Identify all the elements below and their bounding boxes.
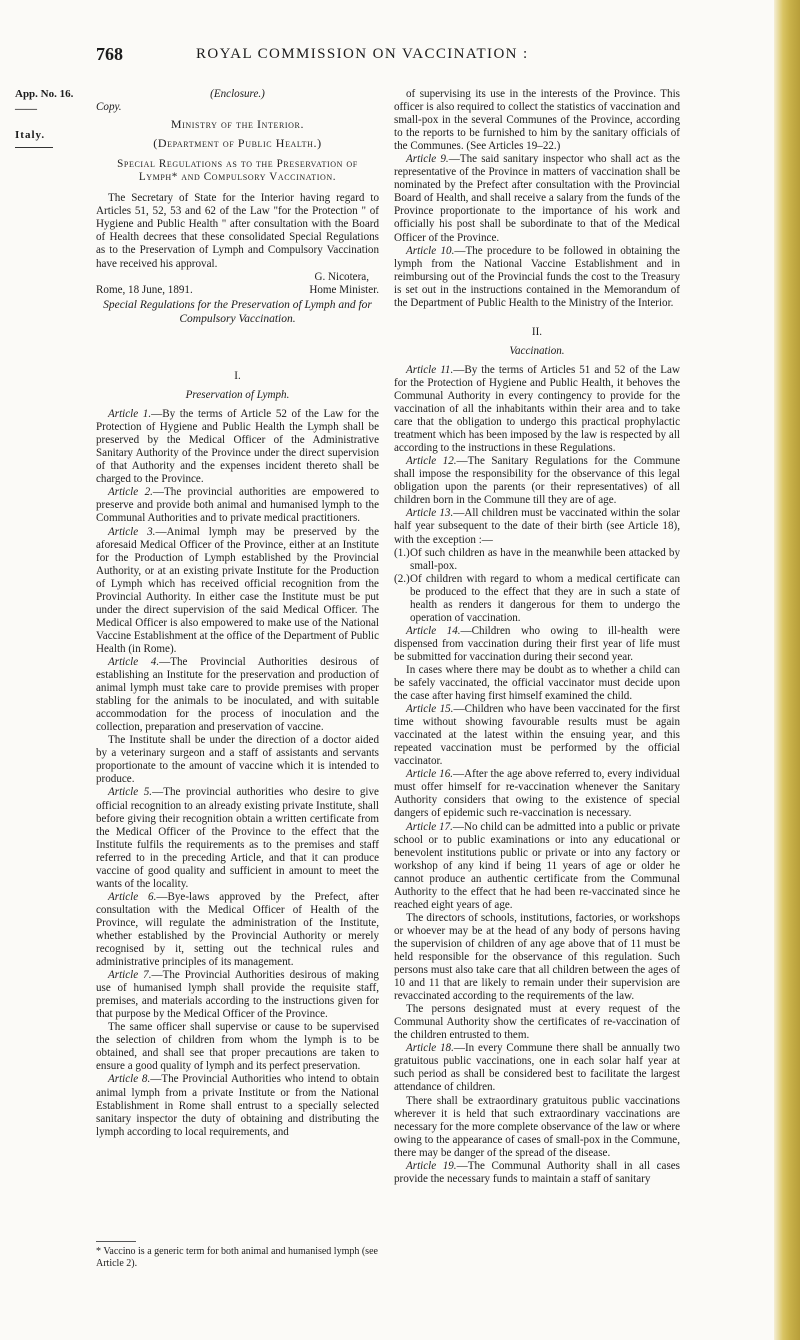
left-paragraphs: [96, 408, 379, 1139]
paragraph: [394, 1095, 680, 1160]
article-lead: Article 7.: [108, 969, 152, 982]
paragraph: [394, 455, 680, 507]
paragraph-text: —After the age above referred to, every individual must offer himself for re-vaccination whenever the Sanitary Authority considers that owing to the existence of special dangers of epidemic such re-vaccination is necessary.: [394, 768, 680, 820]
list-text: Of such children as have in the meanwhile been attacked by small-pox.: [410, 546, 680, 572]
margin-dash: ——: [15, 103, 37, 115]
paragraph: [394, 768, 680, 820]
list-text: Of children with regard to whom a medical certificate can be produced to the effect that they are in such a state of health as renders it dangerous for them to undergo the operation of vaccination.: [410, 572, 680, 624]
running-title: ROYAL COMMISSION ON VACCINATION :: [196, 46, 529, 62]
left-column: [96, 88, 379, 297]
paragraph: [394, 88, 680, 153]
left-body: [96, 370, 379, 1139]
enclosure-label: (Enclosure.): [210, 88, 265, 100]
paragraph: [394, 821, 680, 912]
paragraph: [394, 507, 680, 546]
italic-title: Special Regulations for the Preservation of Lymph and for Compulsory Vaccination.: [103, 299, 372, 325]
right-paragraphs-2: [394, 625, 680, 1186]
list-number: (2.): [394, 572, 410, 585]
paragraph: [394, 703, 680, 768]
list-item: [394, 573, 680, 625]
page-number: 768: [96, 44, 123, 64]
section-1-title: Preservation of Lymph.: [185, 389, 290, 402]
article-lead: Article 10.: [406, 244, 455, 257]
paragraph: [394, 625, 680, 664]
paragraph-text: —The Provincial Authorities desirous of establishing an Institute for the preservation and production of animal lymph must take care to provide premises with proper stabling for the animals to be inoculated, and with suitable accommodation for the process of inoculation and the collection, preparation and preservation of vaccine.: [96, 655, 379, 734]
list-number: (1.): [394, 546, 410, 559]
paragraph-text: —In every Commune there shall be annually two gratuitous public vaccinations, one in each solar half year at such period as shall be considered best to facilitate the largest attendance of children.: [394, 1042, 680, 1094]
paragraph-text: There shall be extraordinary gratuitous public vaccinations wherever it is held that such extraordinary vaccinations are necessary for the more complete observance of the law or where owing to the appearance of cases of small-pox in the Commune, there may be danger of the spread of the disease.: [394, 1094, 680, 1159]
paragraph-text: —The Provincial Authorities who intend to obtain animal lymph from a private Institute or from the National Establishment in Rome shall entrust to a specially selected sanitary inspector the duty of obtaining and distributing the lymph according to local requirements, and: [96, 1073, 379, 1138]
right-column: [394, 88, 680, 1186]
paragraph-text: The Institute shall be under the direction of a doctor aided by a veterinary surgeon and a staff of assistants and servants proportionate to the amount of vaccine which it is intended to produce.: [96, 734, 379, 786]
binding-edge: [774, 0, 800, 1340]
appendix-label: App. No. 16.: [15, 88, 74, 100]
paragraph: [394, 912, 680, 1003]
paragraph-text: —Bye-laws approved by the Prefect, after consultation with the Medical Officer of Health of the Province, will regulate the administration of the Institute, whether established by the Provincial Authority or merely recognised by it, setting out the technical rules and administrative principles of its management.: [96, 890, 379, 969]
paragraph-text: —Children who owing to ill-health were dispensed from vaccination during their first year of life must be submitted for vaccination during their second year.: [394, 624, 680, 663]
intro-paragraph: The Secretary of State for the Interior having regard to Articles 51, 52, 53 and 62 of the Law "for the Protection " of Hygiene and Public Health " after consultation with the Board of Health decrees that these consolidated Special Regulations as to the Preservation of Lymph and Compulsory Vaccination have received his approval.: [96, 192, 379, 270]
paragraph: [394, 664, 680, 703]
paragraph-text: —No child can be admitted into a public or private school or to public examinations or into any educational or benevolent institutions public or private or into any factory or workshop of any kind if being 11 years of age or older he cannot produce an authentic certificate from the Communal Authority to the effect that he had been re-vaccinated since he reached eight years of age.: [394, 820, 680, 911]
paragraph: [96, 486, 379, 525]
paragraph-text: The same officer shall supervise or cause to be supervised the selection of children from whom the lymph is to be obtained, and shall see that proper precautions are taken to ensure a good quality of lymph and its perfect preservation.: [96, 1021, 379, 1073]
signature-role: Home Minister.: [309, 283, 379, 296]
paragraph: [394, 1003, 680, 1042]
section-2-number: II.: [531, 325, 543, 338]
article-lead: Article 6.: [108, 890, 157, 903]
article-lead: Article 14.: [406, 624, 461, 637]
article-lead: Article 17.: [406, 820, 453, 833]
paragraph: [394, 153, 680, 244]
paragraph: [96, 656, 379, 734]
paragraph-text: —All children must be vaccinated within the solar half year subsequent to the date of their birth (see Article 18), with the exception :—: [394, 507, 680, 546]
special-regulations-title: Special Regulations as to the Preservation of Lymph* and Compulsory Vaccination.: [117, 158, 358, 184]
paragraph-text: The directors of schools, institutions, factories, or workshops or whoever may be at the head of any body of persons having the supervision of children of any age above that of 11 must be held responsible for the observance of this regulation. Such persons must also take care that all children between the ages of 10 and 11 that are likely to remain under their supervision are revaccinated according to the requirements of the law.: [394, 911, 680, 1003]
section-2-title: Vaccination.: [509, 344, 565, 357]
paragraph: [96, 891, 379, 969]
article-lead: Article 11.: [406, 363, 454, 376]
paragraph-text: —By the terms of Article 52 of the Law for the Protection of Hygiene and Public Health the Lymph shall be preserved by the Medical Officer of the Administrative Sanitary Authority of the Province under the direct supervision of that Authority and the expenses incident thereto shall be charged to the Province.: [96, 408, 379, 486]
paragraph: [96, 1021, 379, 1073]
article-lead: Article 9.: [406, 153, 449, 166]
article-lead: Article 8.: [108, 1073, 151, 1086]
country-label: Italy.: [15, 129, 46, 141]
right-top-paragraphs: [394, 88, 680, 310]
paragraph-text: —The Sanitary Regulations for the Commune shall impose the responsibility for the observance of this legal obligation upon the parents (or their representatives) of all children born in the Commune till they are of age.: [394, 455, 680, 507]
section-1-number: I.: [234, 370, 241, 382]
paragraph-text: of supervising its use in the interests of the Province. This officer is also required to collect the statistics of vaccination and small-pox in the several Communes of the Province, according to the reports to be furnished to him by the sanitary officials of the Communes. (See Articles 19–22.): [394, 88, 680, 153]
article-lead: Article 4.: [108, 655, 160, 668]
paragraph: [96, 969, 379, 1021]
paragraph-text: —The said sanitary inspector who shall act as the representative of the Province in matters of vaccination shall be nominated by the Prefect after consultation with the Provincial Board of Health, and shall receive a salary from the funds of the Province proportionate to the importance of his work and officially his post shall be subordinate to that of the Medical Officer of the Province.: [394, 153, 680, 244]
article-lead: Article 13.: [406, 507, 454, 520]
paragraph: [394, 1160, 680, 1186]
paragraph-text: —By the terms of Articles 51 and 52 of the Law for the Protection of Hygiene and Public Health, it behoves the Communal Authority in every contingency to provide for the vaccination of all the inhabitants within their area and to take care that the obligation to undergo this practical prophylactic treatment which has been imposed by the law is respected by all according to the instructions in these Regulations.: [394, 363, 680, 455]
paragraph-text: In cases where there may be doubt as to whether a child can be safely vaccinated, the official vaccinator must decide upon the case after having first himself examined the child.: [394, 663, 680, 703]
article-lead: Article 16.: [406, 768, 454, 781]
paragraph-text: —The Provincial Authorities desirous of making use of humanised lymph shall provide the requisite staff, premises, and materials according to the instructions given for that purpose by the Medical Officer of the Province.: [96, 969, 379, 1021]
paragraph: [96, 786, 379, 890]
paragraph-text: —The procedure to be followed in obtaining the lymph from the National Vaccine Establishment and in reimbursing out of the Provincial funds the cost to the Treasury is set out in the instructions contained in the Memorandum of the Department of Public Health to the Ministry of the Interior.: [394, 244, 680, 309]
paragraph: [394, 245, 680, 310]
department-heading: (Department of Public Health.): [153, 136, 322, 151]
paragraph: [394, 1042, 680, 1094]
list-item: [394, 547, 680, 573]
footnote: * Vaccino is a generic term for both animal and humanised lymph (see Article 2).: [96, 1246, 378, 1269]
article-lead: Article 18.: [406, 1042, 454, 1055]
article-lead: Article 5.: [108, 786, 153, 799]
paragraph: [96, 734, 379, 786]
paragraph: [96, 1073, 379, 1138]
italic-title-block: [96, 298, 379, 326]
ministry-heading: Ministry of the Interior.: [170, 117, 305, 132]
paragraph-text: —The provincial authorities who desire to give official recognition to an already existing private Institute, shall before giving their recognition obtain a written certificate from the Medical Officer of the Province to the effect that the Institute fulfils the requirements as to the premises and staff referred to in the preceding Article, and that it can produce vaccine of good quality and sufficient in amount to meet the wants of the locality.: [96, 786, 379, 890]
article-lead: Article 2.: [108, 486, 153, 499]
exception-list: [394, 547, 680, 625]
signature-line: [96, 284, 379, 297]
paragraph-text: —The Communal Authority shall in all cases provide the necessary funds to maintain a staff of sanitary: [394, 1159, 680, 1185]
signature-name: G. Nicotera,: [314, 270, 369, 283]
paragraph: [394, 364, 680, 455]
running-header: [0, 44, 800, 74]
margin-rule: [15, 147, 53, 148]
article-lead: Article 1.: [108, 408, 152, 421]
article-lead: Article 15.: [406, 703, 454, 716]
article-lead: Article 3.: [108, 525, 156, 538]
footnote-rule: [96, 1241, 136, 1242]
right-paragraphs: [394, 364, 680, 547]
margin-note: [15, 88, 85, 148]
paragraph-text: —Animal lymph may be preserved by the aforesaid Medical Officer of the Province, either at an Institute for the Production of Lymph established by the Provincial Authority, or at an existing private Institute for the Production of Lymph which has received official recognition from the Provincial Authority. In either case the Institute must be put under the direct supervision of the said Medical Officer. The Medical Officer is also empowered to make use of the National Vaccine Establishment at the office of the Department of Public Health (in Rome).: [96, 525, 379, 655]
copy-label: Copy.: [96, 101, 122, 114]
paragraph: [96, 408, 379, 486]
article-lead: Article 19.: [406, 1159, 457, 1172]
paragraph-text: —The provincial authorities are empowered to preserve and provide both animal and humanised lymph to the Communal Authorities and to private medical practitioners.: [96, 486, 379, 525]
article-lead: Article 12.: [406, 455, 457, 468]
paragraph-text: The persons designated must at every request of the Communal Authority show the certificates of re-vaccination of the children entrusted to them.: [394, 1003, 680, 1042]
paragraph-text: —Children who have been vaccinated for the first time without showing favourable results must be again vaccinated at the latest within the ensuing year, and this repeated vaccination must be performed by the official vaccinator.: [394, 703, 680, 768]
signature-place-date: Rome, 18 June, 1891.: [96, 283, 193, 296]
paragraph: [96, 526, 379, 656]
